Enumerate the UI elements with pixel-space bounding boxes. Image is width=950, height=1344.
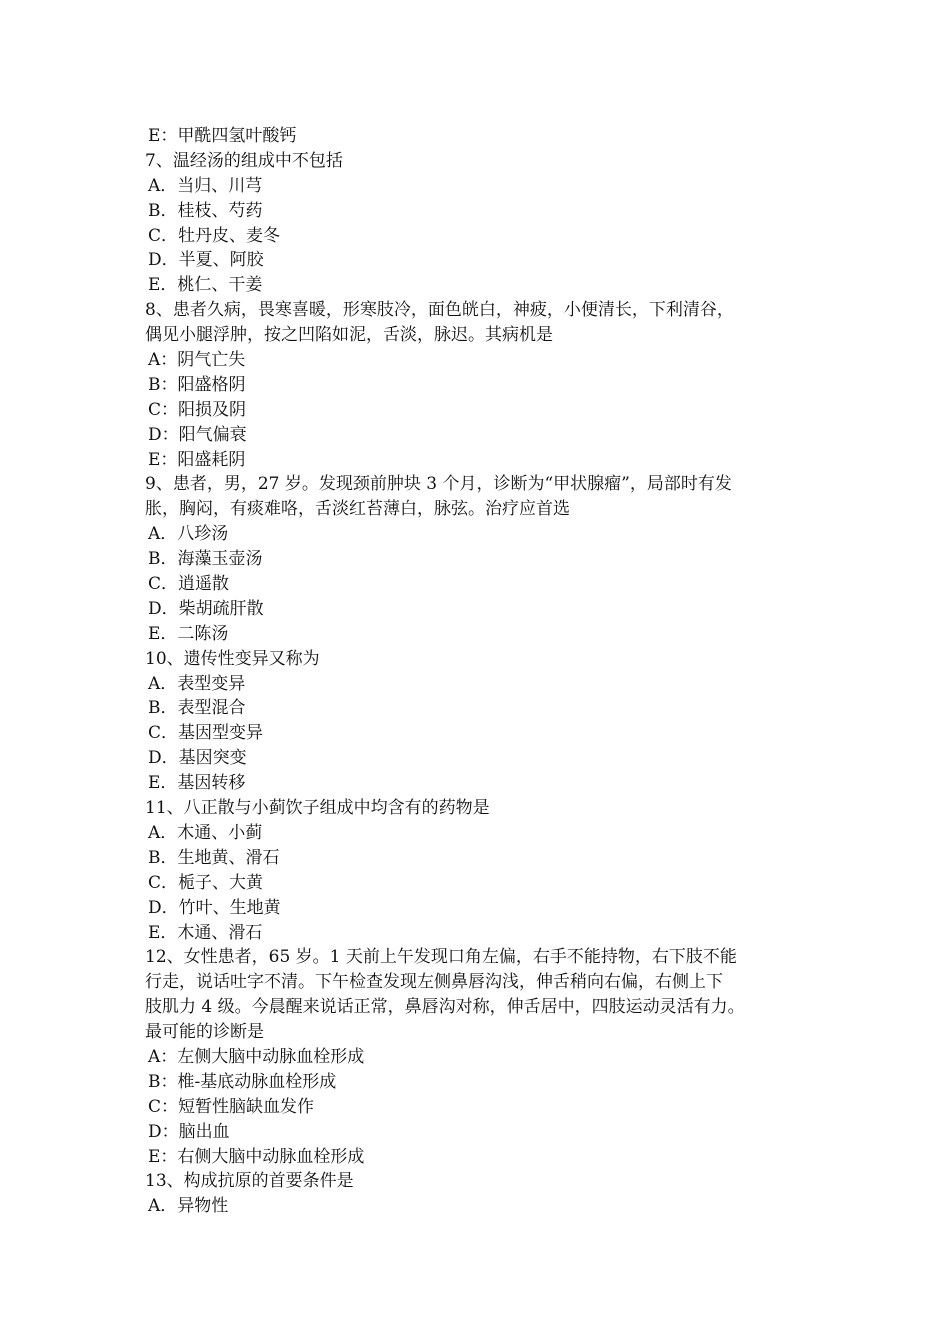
answer-option: C．栀子、大黄	[148, 872, 264, 893]
answer-option: A．表型变异	[148, 673, 246, 694]
answer-option: E．桃仁、干姜	[148, 275, 263, 296]
answer-option: D．柴胡疏肝散	[148, 598, 264, 619]
question-text: 行走，说话吐字不清。下午检查发现左侧鼻唇沟浅，伸舌稍向右偏，右侧上下	[145, 972, 723, 993]
answer-option: D．基因突变	[148, 748, 247, 769]
question-text: 胀，胸闷，有痰难咯，舌淡红苔薄白，脉弦。治疗应首选	[145, 499, 570, 520]
answer-option: E：阳盛耗阴	[148, 449, 246, 470]
answer-option: C：阳损及阴	[148, 399, 247, 420]
answer-option: D．竹叶、生地黄	[148, 897, 281, 918]
answer-option: E．二陈汤	[148, 623, 229, 644]
answer-option: E．木通、滑石	[148, 922, 263, 943]
answer-option: C．基因型变异	[148, 723, 264, 744]
answer-option: A．异物性	[148, 1196, 229, 1217]
answer-option: D：脑出血	[148, 1121, 230, 1142]
answer-option: A．八珍汤	[148, 524, 229, 545]
answer-option: D：阳气偏衰	[148, 424, 247, 445]
question-text: 11、八正散与小蓟饮子组成中均含有的药物是	[145, 798, 490, 819]
answer-option: A．当归、川芎	[148, 175, 263, 196]
answer-option: B．生地黄、滑石	[148, 847, 280, 868]
answer-option: A：左侧大脑中动脉血栓形成	[148, 1046, 365, 1067]
question-text: 7、温经汤的组成中不包括	[145, 150, 343, 171]
answer-option: B：椎-基底动脉血栓形成	[148, 1071, 337, 1092]
answer-option: E：甲酰四氢叶酸钙	[148, 126, 297, 146]
document-body	[145, 124, 825, 1219]
question-text: 肢肌力 4 级。今晨醒来说话正常，鼻唇沟对称，伸舌居中，四肢运动灵活有力。	[145, 997, 745, 1018]
question-text: 12、女性患者，65 岁。1 天前上午发现口角左偏，右手不能持物，右下肢不能	[145, 947, 737, 968]
answer-option: C：短暂性脑缺血发作	[148, 1096, 315, 1117]
answer-option: B．桂枝、芍药	[148, 200, 263, 221]
answer-option: A．木通、小蓟	[148, 822, 263, 843]
question-text: 13、构成抗原的首要条件是	[145, 1171, 354, 1192]
question-text: 最可能的诊断是	[145, 1022, 264, 1043]
question-text: 8、患者久病，畏寒喜暖，形寒肢冷，面色㿠白，神疲，小便清长，下利清谷，	[145, 300, 734, 321]
question-text: 9、患者，男，27 岁。发现颈前肿块 3 个月，诊断为“甲状腺瘤”，局部时有发	[145, 474, 732, 495]
answer-option: A：阴气亡失	[148, 350, 246, 371]
answer-option: E：右侧大脑中动脉血栓形成	[148, 1146, 365, 1167]
question-text: 偶见小腿浮肿，按之凹陷如泥，舌淡，脉迟。其病机是	[145, 325, 553, 346]
answer-option: C．牡丹皮、麦冬	[148, 225, 281, 246]
answer-option: B．海藻玉壶汤	[148, 549, 263, 570]
answer-option: E．基因转移	[148, 773, 246, 794]
answer-option: D．半夏、阿胶	[148, 250, 264, 271]
question-text: 10、遗传性变异又称为	[145, 648, 320, 669]
answer-option: B：阳盛格阴	[148, 374, 246, 395]
answer-option: B．表型混合	[148, 698, 246, 719]
answer-option: C．逍遥散	[148, 574, 230, 595]
